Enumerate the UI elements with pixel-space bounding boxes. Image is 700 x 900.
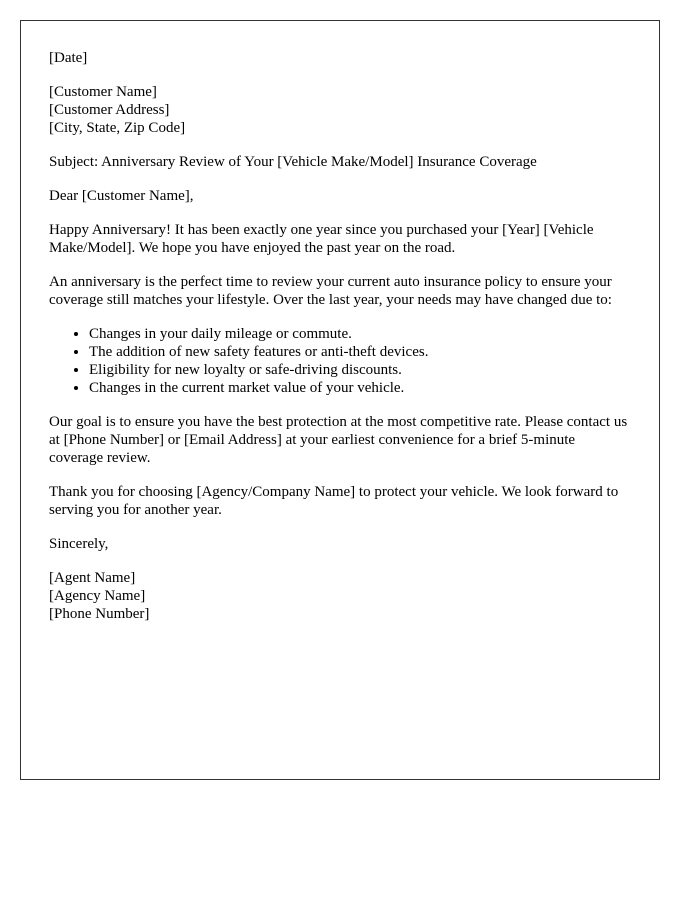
closing: Sincerely, (49, 536, 109, 552)
recipient-name: [Customer Name] (49, 84, 157, 100)
letter-document (20, 20, 660, 780)
agent-name: [Agent Name] (49, 570, 136, 586)
recipient-address-block (49, 83, 631, 137)
paragraph-thanks: Thank you for choosing [Agency/Company Name] to protect your vehicle. We look forward to serving you for another year. (49, 484, 619, 518)
signature-block (49, 569, 631, 623)
list-item: • Eligibility for new loyalty or safe-driving discounts. (89, 361, 631, 379)
agency-name: [Agency Name] (49, 588, 146, 604)
salutation: Dear [Customer Name], (49, 188, 194, 204)
date-block (49, 49, 631, 67)
subject-line: Subject: Anniversary Review of Your [Vehicle Make/Model] Insurance Coverage (49, 154, 537, 170)
list-item: • The addition of new safety features or anti-theft devices. (89, 343, 631, 361)
list-item: • Changes in your daily mileage or commute. (89, 325, 631, 343)
list-item: • Changes in the current market value of your vehicle. (89, 379, 631, 397)
paragraph-anniversary: Happy Anniversary! It has been exactly one year since you purchased your [Year] [Vehicle Make/Model]. We hope you have enjoyed the past year on the road. (49, 222, 594, 256)
recipient-address: [Customer Address] (49, 102, 170, 118)
agent-phone: [Phone Number] (49, 606, 150, 622)
paragraph-review: An anniversary is the perfect time to review your current auto insurance policy to ensure your coverage still matches your lifestyle. Over the last year, your needs may have changed due to: (49, 274, 612, 308)
paragraph-goal: Our goal is to ensure you have the best protection at the most competitive rate. Please contact us at [Phone Number] or [Email Address] at your earliest convenience for a brief 5-minute coverage review. (49, 414, 628, 466)
letter-date: [Date] (49, 50, 88, 66)
changes-list (49, 325, 631, 397)
recipient-city-state-zip: [City, State, Zip Code] (49, 120, 186, 136)
